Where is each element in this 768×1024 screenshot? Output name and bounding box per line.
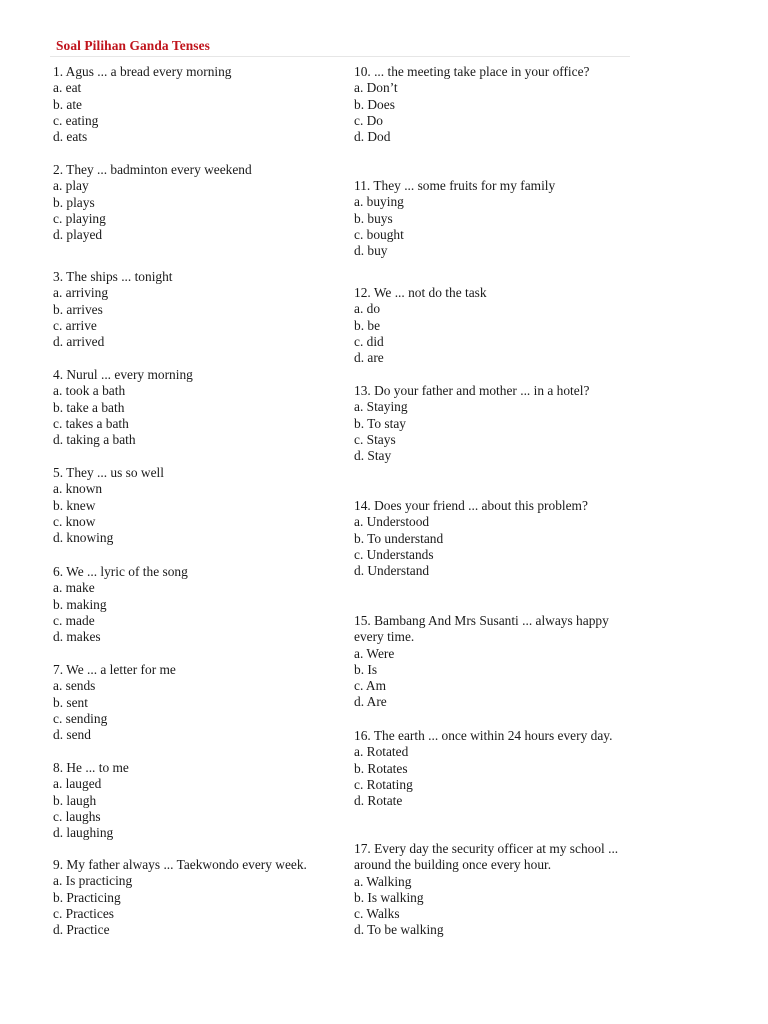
question-text: 1. Agus ... a bread every morning	[53, 64, 232, 79]
option-d: d. eats	[53, 129, 88, 145]
option-d: d. To be walking	[354, 922, 444, 938]
question-1	[53, 64, 323, 145]
question-13	[354, 383, 619, 464]
option-b: b. making	[53, 596, 107, 612]
option-d: d. send	[53, 727, 91, 743]
option-c: c. arrive	[53, 317, 97, 333]
option-a: a. Staying	[354, 399, 408, 415]
option-b: b. Does	[354, 96, 395, 112]
question-4	[53, 367, 323, 448]
option-a: a. play	[53, 178, 89, 194]
option-b: b. be	[354, 317, 381, 333]
option-b: b. To understand	[354, 530, 444, 546]
option-d: d. taking a bath	[53, 432, 136, 448]
option-c: c. made	[53, 612, 95, 628]
option-b: b. To stay	[354, 415, 407, 431]
option-d: d. are	[354, 350, 384, 366]
option-a: a. do	[354, 301, 381, 317]
question-text: 16. The earth ... once within 24 hours every day.	[354, 728, 613, 743]
option-a: a. Rotated	[354, 744, 409, 760]
option-a: a. lauged	[53, 776, 102, 792]
question-11	[354, 178, 619, 259]
option-b: b. ate	[53, 96, 82, 112]
option-c: c. eating	[53, 112, 99, 128]
option-d: d. Are	[354, 694, 387, 710]
option-a: a. Is practicing	[53, 873, 133, 889]
option-a: a. Understood	[354, 514, 430, 530]
question-7	[53, 662, 323, 743]
option-b: b. laugh	[53, 792, 97, 808]
question-9	[53, 857, 323, 938]
option-b: b. Practicing	[53, 889, 121, 905]
option-d: d. buy	[354, 243, 388, 259]
option-c: c. know	[53, 513, 96, 529]
option-d: d. played	[53, 227, 103, 243]
question-10	[354, 64, 619, 145]
option-b: b. Is walking	[354, 889, 424, 905]
option-c: c. playing	[53, 210, 106, 226]
option-a: a. sends	[53, 678, 96, 694]
option-d: d. knowing	[53, 530, 114, 546]
option-b: b. Is	[354, 661, 378, 677]
question-text: 15. Bambang And Mrs Susanti ... always happy every time.	[354, 613, 609, 645]
question-text: 17. Every day the security officer at my school ... around the building once every hour.	[354, 841, 619, 873]
question-text: 12. We ... not do the task	[354, 285, 487, 300]
question-2	[53, 162, 323, 243]
option-a: a. took a bath	[53, 383, 126, 399]
option-c: c. Am	[354, 678, 386, 694]
question-text: 4. Nurul ... every morning	[53, 367, 193, 382]
option-c: c. takes a bath	[53, 415, 129, 431]
question-text: 2. They ... badminton every weekend	[53, 162, 252, 177]
option-d: d. laughing	[53, 825, 114, 841]
option-b: b. Rotates	[354, 760, 408, 776]
option-a: a. known	[53, 481, 103, 497]
question-5	[53, 465, 323, 546]
option-b: b. take a bath	[53, 399, 125, 415]
option-c: c. Practices	[53, 905, 114, 921]
option-c: c. bought	[354, 226, 404, 242]
question-text: 7. We ... a letter for me	[53, 662, 176, 677]
question-text: 8. He ... to me	[53, 760, 129, 775]
question-17	[354, 841, 619, 939]
option-d: d. Stay	[354, 448, 392, 464]
option-c: c. Rotating	[354, 776, 413, 792]
question-text: 11. They ... some fruits for my family	[354, 178, 556, 193]
option-a: a. buying	[354, 194, 404, 210]
document-title: Soal Pilihan Ganda Tenses	[56, 38, 210, 53]
option-d: d. Rotate	[354, 793, 403, 809]
option-b: b. sent	[53, 694, 88, 710]
option-a: a. make	[53, 580, 95, 596]
option-b: b. buys	[354, 210, 393, 226]
question-text: 13. Do your father and mother ... in a hotel?	[354, 383, 590, 398]
question-text: 6. We ... lyric of the song	[53, 564, 188, 579]
question-14	[354, 498, 619, 579]
option-a: a. arriving	[53, 285, 109, 301]
title-divider	[50, 56, 630, 57]
option-b: b. knew	[53, 497, 96, 513]
question-text: 5. They ... us so well	[53, 465, 164, 480]
question-8	[53, 760, 323, 841]
option-b: b. arrives	[53, 301, 103, 317]
option-c: c. sending	[53, 710, 108, 726]
option-a: a. Were	[354, 645, 395, 661]
question-text: 14. Does your friend ... about this problem?	[354, 498, 588, 513]
option-c: c. Understands	[354, 546, 434, 562]
option-c: c. Walks	[354, 906, 400, 922]
question-12	[354, 285, 619, 366]
question-6	[53, 564, 323, 645]
option-d: d. Dod	[354, 129, 391, 145]
option-d: d. Practice	[53, 922, 110, 938]
question-text: 3. The ships ... tonight	[53, 269, 173, 284]
question-text: 9. My father always ... Taekwondo every week.	[53, 857, 307, 872]
option-a: a. Walking	[354, 873, 412, 889]
question-15	[354, 613, 619, 711]
option-d: d. makes	[53, 629, 101, 645]
option-c: c. laughs	[53, 808, 101, 824]
option-d: d. arrived	[53, 334, 105, 350]
question-text: 10. ... the meeting take place in your office?	[354, 64, 590, 79]
question-16	[354, 728, 619, 809]
option-c: c. Do	[354, 112, 384, 128]
option-a: a. eat	[53, 80, 82, 96]
option-d: d. Understand	[354, 563, 430, 579]
option-c: c. did	[354, 333, 384, 349]
question-3	[53, 269, 323, 350]
option-a: a. Don’t	[354, 80, 398, 96]
option-c: c. Stays	[354, 431, 396, 447]
option-b: b. plays	[53, 194, 95, 210]
